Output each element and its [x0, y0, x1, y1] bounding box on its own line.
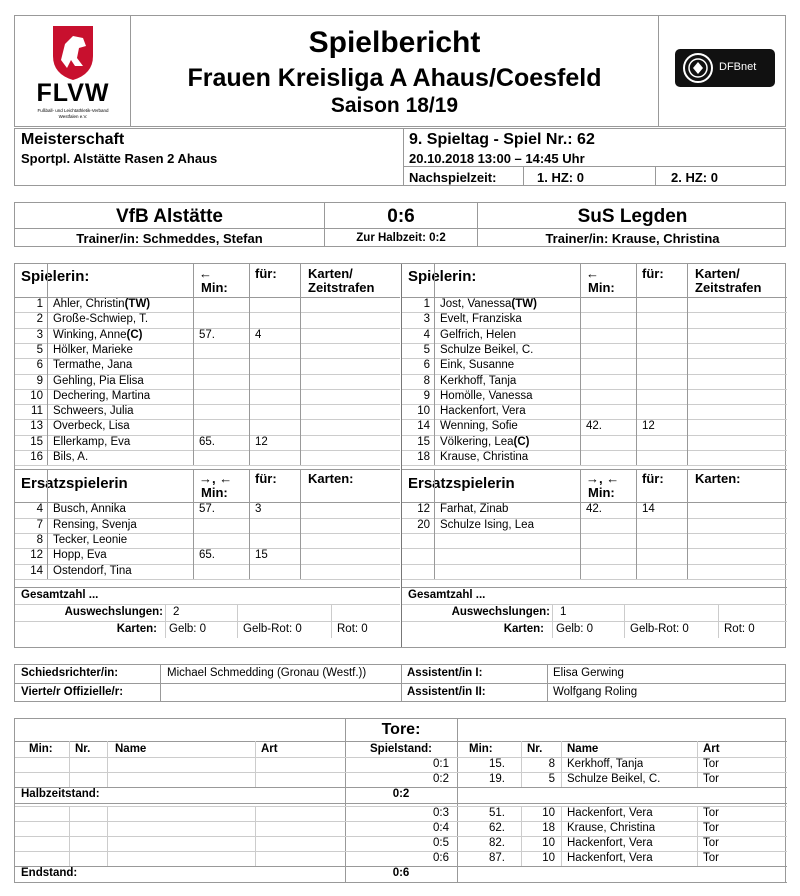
grid-line [255, 741, 256, 757]
sub-minute: 57. [199, 328, 215, 341]
grid-line [697, 821, 698, 836]
sub-min-header: Min: [201, 485, 228, 501]
player-number: 3 [36, 328, 43, 341]
player-name [53, 359, 193, 371]
grid-line [107, 806, 108, 821]
red-cards: Rot: 0 [724, 622, 755, 635]
goal-minute: 15. [489, 758, 505, 770]
grid-line [561, 772, 562, 787]
goal-player-number: 8 [548, 758, 555, 770]
match-info [14, 128, 786, 186]
totals-cards-label: Karten: [116, 622, 157, 635]
sub-minute: 42. [586, 503, 602, 516]
totals-subs-count: 1 [560, 605, 567, 618]
player-name-text: Große-Schwiep, T. [53, 313, 149, 326]
grid-line [402, 469, 787, 470]
referee-label: Schiedsrichter/in: [21, 667, 119, 679]
goals-box [14, 718, 786, 883]
stoppage-half-1: 1. HZ: 0 [537, 170, 584, 185]
league-title: Frauen Kreisliga A Ahaus/Coesfeld [187, 64, 602, 92]
goal-player-name: Hackenfort, Vera [567, 837, 653, 849]
grid-line [580, 469, 581, 579]
player-name [440, 329, 580, 341]
grid-line [561, 821, 562, 836]
player-name-text: Ahler, Christin [53, 298, 125, 310]
grid-line [434, 469, 435, 579]
running-score: 0:6 [433, 852, 449, 865]
halftime-score: 0:2 [392, 788, 410, 801]
sub-name: Busch, Annika [53, 503, 126, 516]
goal-type: Tor [703, 852, 719, 865]
grid-line [15, 579, 400, 580]
sub-name: Rensing, Svenja [53, 518, 137, 531]
player-name [53, 390, 193, 402]
player-name-text: Winking, Anne [53, 328, 127, 341]
player-name [53, 329, 193, 341]
player-name-text: Wenning, Sofie [440, 420, 518, 433]
grid-line [255, 757, 256, 772]
player-number: 4 [423, 328, 430, 341]
goal-minute: 82. [489, 837, 505, 849]
player-name [53, 313, 193, 325]
sub-arrow-label: →, ← [199, 471, 233, 487]
grid-line [193, 264, 194, 465]
sub-cards-header: Karten: [308, 471, 354, 487]
grid-line [697, 772, 698, 787]
sub-name: Ostendorf, Tina [53, 564, 132, 577]
grid-line [69, 851, 70, 866]
flvw-wordmark: FLVW [36, 79, 110, 107]
player-role-tag: (TW) [124, 298, 151, 310]
grid-line [434, 264, 435, 465]
player-name [440, 405, 580, 417]
grid-line [237, 604, 238, 638]
assistant-2-label: Assistent/in II: [407, 686, 486, 698]
grid-line [521, 741, 522, 757]
sub-name: Hopp, Eva [53, 549, 107, 562]
grid-line [15, 741, 787, 742]
running-score: 0:3 [433, 806, 449, 819]
fourth-official-label: Vierte/r Offizielle/r: [21, 686, 124, 698]
player-number: 5 [423, 343, 430, 356]
player-number: 11 [31, 405, 43, 418]
assistant-2-name: Wolfgang Roling [553, 686, 638, 698]
grid-line [697, 741, 698, 757]
sub-cards-header: Karten: [695, 471, 741, 487]
grid-line [402, 465, 787, 466]
goal-type: Tor [703, 773, 719, 786]
player-header: Spielerin: [408, 268, 477, 285]
cards-header-1: Karten/ [308, 266, 353, 281]
player-role-tag: (TW) [511, 298, 537, 310]
grid-line [107, 757, 108, 772]
sub-for-number: 4 [255, 328, 262, 341]
dfbnet-logo [675, 49, 775, 87]
player-number: 8 [423, 374, 430, 387]
grid-line [697, 851, 698, 866]
grid-line [687, 264, 688, 465]
running-score: 0:5 [433, 837, 449, 849]
goal-name-header: Name [567, 743, 599, 755]
yellow-red-cards: Gelb-Rot: 0 [243, 622, 302, 635]
sub-number: 12 [30, 549, 43, 562]
player-name [440, 313, 580, 325]
grid-line [15, 882, 787, 883]
goal-minute: 19. [489, 773, 505, 786]
goal-player-number: 5 [548, 773, 555, 786]
totals-cards-label: Karten: [503, 622, 544, 635]
sub-arrow-label: →, ← [586, 471, 620, 487]
player-number: 6 [423, 359, 430, 372]
yellow-red-cards: Gelb-Rot: 0 [630, 622, 689, 635]
grid-line [193, 469, 194, 579]
dfbnet-wordmark: DFBnet [719, 61, 757, 73]
grid-line [331, 604, 332, 638]
player-name [53, 420, 193, 432]
lineups-box [14, 263, 786, 648]
sub-for-number: 3 [255, 503, 262, 516]
player-role-tag: (C) [513, 435, 530, 448]
goal-player-name: Hackenfort, Vera [567, 852, 653, 865]
grid-line [697, 757, 698, 772]
grid-line [718, 604, 719, 638]
grid-line [255, 806, 256, 821]
player-name-text: Gehling, Pia Elisa [53, 374, 144, 387]
player-number: 2 [36, 313, 43, 326]
player-name [440, 298, 580, 310]
grid-line [561, 806, 562, 821]
grid-line [255, 851, 256, 866]
player-number: 9 [423, 389, 430, 402]
goal-player-name: Schulze Beikel, C. [567, 773, 661, 786]
running-score: 0:4 [433, 821, 449, 834]
dfb-eagle-icon [681, 51, 715, 85]
grid-line [69, 757, 70, 772]
player-name-text: Schweers, Julia [53, 405, 134, 418]
player-header: Spielerin: [21, 268, 90, 285]
running-score: 0:2 [433, 773, 449, 786]
player-number: 1 [36, 298, 43, 310]
player-name-text: Ellerkamp, Eva [53, 435, 131, 448]
sub-for-number: 12 [255, 435, 268, 448]
goal-player-name: Hackenfort, Vera [567, 806, 653, 819]
venue: Sportpl. Alstätte Rasen 2 Ahaus [21, 151, 218, 166]
flvw-subtitle-2: Westfalen e.V. [58, 114, 88, 119]
grid-line [521, 851, 522, 866]
matchday: 9. Spieltag - Spiel Nr.: 62 [409, 131, 595, 148]
player-name [53, 405, 193, 417]
goal-type: Tor [703, 821, 719, 834]
final-label: Endstand: [21, 867, 78, 880]
sub-number: 8 [36, 533, 43, 546]
sub-for-header: für: [642, 471, 664, 487]
goal-player-name: Kerkhoff, Tanja [567, 758, 644, 770]
competition-type: Meisterschaft [21, 131, 125, 148]
grid-line [580, 264, 581, 465]
player-name-text: Homölle, Vanessa [440, 389, 533, 402]
grid-line [402, 548, 787, 549]
player-number: 10 [417, 405, 430, 418]
grid-line [249, 469, 250, 579]
player-number: 13 [30, 420, 43, 433]
grid-line [561, 836, 562, 851]
final-score: 0:6 [392, 867, 410, 880]
grid-line [521, 772, 522, 787]
player-name-text: Overbeck, Lisa [53, 420, 130, 433]
player-number: 1 [423, 298, 430, 310]
grid-line [255, 836, 256, 851]
goal-player-number: 18 [542, 821, 555, 834]
grid-line [107, 821, 108, 836]
grid-line [521, 757, 522, 772]
goal-name-header: Name [115, 743, 147, 755]
away-team: SuS Legden [577, 206, 688, 227]
goal-type-header: Art [703, 743, 720, 755]
player-name-text: Hölker, Marieke [53, 343, 133, 356]
grid-line [402, 564, 787, 565]
player-number: 15 [417, 435, 430, 448]
goal-type-header: Art [261, 743, 278, 755]
report-header [14, 15, 786, 127]
goal-type: Tor [703, 806, 719, 819]
grid-line [255, 772, 256, 787]
min-header: Min: [201, 280, 228, 295]
player-name-text: Hackenfort, Vera [440, 405, 526, 418]
sub-name: Schulze Ising, Lea [440, 518, 534, 531]
grid-line [255, 821, 256, 836]
grid-line [402, 604, 787, 605]
grid-line [636, 469, 637, 579]
goal-type: Tor [703, 758, 719, 770]
totals-subs-label: Auswechslungen: [451, 605, 550, 618]
sub-number: 14 [30, 564, 43, 577]
goal-min-header: Min: [469, 743, 493, 755]
player-name [53, 344, 193, 356]
grid-line [69, 836, 70, 851]
player-name [53, 298, 193, 310]
sub-name: Tecker, Leonie [53, 533, 128, 546]
player-name-text: Evelt, Franziska [440, 313, 522, 326]
player-role-tag: (C) [126, 328, 143, 341]
final-score: 0:6 [387, 206, 415, 227]
page-title: Spielbericht [308, 26, 481, 59]
for-header: für: [642, 266, 664, 281]
grid-line [15, 803, 787, 804]
grid-line [402, 621, 787, 622]
sub-minute: 65. [199, 549, 215, 562]
totals-subs-label: Auswechslungen: [64, 605, 163, 618]
home-coach: Trainer/in: Schmeddes, Stefan [76, 231, 263, 246]
cards-header-2: Zeitstrafen [695, 280, 762, 295]
min-header: Min: [588, 280, 615, 295]
grid-line [561, 757, 562, 772]
grid-line [402, 587, 787, 588]
yellow-cards: Gelb: 0 [169, 622, 207, 635]
player-name-text: Schulze Beikel, C. [440, 343, 534, 356]
goal-minute: 62. [489, 821, 505, 834]
sub-minute: 65. [199, 435, 215, 448]
flvw-subtitle-1: Fußball- und Leichtathletik-Verband [37, 108, 109, 113]
grid-line [165, 604, 166, 638]
player-number: 16 [30, 451, 43, 463]
player-number: 10 [30, 389, 43, 402]
grid-line [697, 836, 698, 851]
grid-line [624, 604, 625, 638]
grid-line [697, 806, 698, 821]
grid-line [107, 851, 108, 866]
sub-header: Ersatzspielerin [408, 475, 515, 493]
officials-box [14, 664, 786, 702]
assistant-1-label: Assistent/in I: [407, 667, 483, 679]
player-number: 18 [417, 451, 430, 463]
sub-for-number: 15 [255, 549, 268, 562]
for-header: für: [255, 266, 277, 281]
player-name-text: Gelfrich, Helen [440, 328, 517, 341]
grid-line [15, 469, 400, 470]
player-number: 5 [36, 343, 43, 356]
grid-line [561, 851, 562, 866]
grid-line [561, 741, 562, 757]
sub-minute: 57. [199, 503, 215, 516]
player-name [53, 375, 193, 387]
player-name-text: Eink, Susanne [440, 359, 515, 372]
goal-player-number: 10 [542, 852, 555, 865]
match-datetime: 20.10.2018 13:00 – 14:45 Uhr [409, 151, 585, 166]
player-name [440, 420, 580, 432]
grid-line [521, 836, 522, 851]
player-name [440, 375, 580, 387]
player-name-text: Termathe, Jana [53, 359, 133, 372]
player-number: 9 [36, 374, 43, 387]
player-name [440, 390, 580, 402]
grid-line [15, 587, 400, 588]
grid-line [69, 772, 70, 787]
goal-player-number: 10 [542, 837, 555, 849]
grid-line [107, 741, 108, 757]
home-team: VfB Alstätte [116, 206, 223, 227]
sub-number: 7 [36, 518, 43, 531]
player-name [53, 436, 193, 448]
cards-header-1: Karten/ [695, 266, 740, 281]
player-name-text: Krause, Christina [440, 451, 529, 463]
goal-min-header: Min: [29, 743, 53, 755]
min-arrow-label: ← [199, 266, 212, 281]
sub-number: 4 [36, 503, 43, 516]
grid-line [69, 806, 70, 821]
player-number: 15 [30, 435, 43, 448]
grid-line [15, 604, 400, 605]
grid-line [636, 264, 637, 465]
player-name-text: Dechering, Martina [53, 389, 151, 402]
player-number: 14 [417, 420, 430, 433]
player-name [53, 451, 193, 463]
sub-for-number: 12 [642, 420, 655, 433]
grid-line [521, 821, 522, 836]
yellow-cards: Gelb: 0 [556, 622, 594, 635]
flvw-crest-icon [23, 22, 123, 84]
player-name-text: Jost, Vanessa [440, 298, 512, 310]
sub-number: 12 [417, 503, 430, 516]
grid-line [47, 264, 48, 465]
goal-player-number: 10 [542, 806, 555, 819]
stoppage-half-2: 2. HZ: 0 [671, 170, 718, 185]
player-name [440, 344, 580, 356]
flvw-logo [23, 22, 123, 122]
goal-player-name: Krause, Christina [567, 821, 656, 834]
halftime-score: Zur Halbzeit: 0:2 [356, 232, 446, 244]
running-score: 0:1 [433, 758, 449, 770]
sub-for-number: 14 [642, 503, 655, 516]
player-number: 6 [36, 359, 43, 372]
grid-line [249, 264, 250, 465]
score-header: Spielstand: [370, 743, 432, 755]
goal-minute: 87. [489, 852, 505, 865]
assistant-1-name: Elisa Gerwing [553, 667, 624, 679]
player-name-text: Völkering, Lea [440, 435, 514, 448]
player-name [440, 359, 580, 371]
goal-nr-header: Nr. [527, 743, 543, 755]
season-title: Saison 18/19 [330, 94, 459, 117]
grid-line [300, 264, 301, 465]
player-name [440, 451, 580, 463]
cards-header-2: Zeitstrafen [308, 280, 375, 295]
goal-nr-header: Nr. [75, 743, 91, 755]
min-arrow-label: ← [586, 266, 599, 281]
player-number: 3 [423, 313, 430, 326]
sub-number: 20 [417, 518, 430, 531]
result-box [14, 202, 786, 247]
grid-line [402, 533, 787, 534]
sub-for-header: für: [255, 471, 277, 487]
player-name-text: Kerkhoff, Tanja [440, 374, 517, 387]
sub-minute: 42. [586, 420, 602, 433]
grid-line [69, 821, 70, 836]
totals-title: Gesamtzahl ... [408, 588, 486, 601]
halftime-label: Halbzeitstand: [21, 788, 100, 801]
grid-line [107, 772, 108, 787]
totals-subs-count: 2 [173, 605, 180, 618]
grid-line [69, 741, 70, 757]
player-name-text: Bils, A. [53, 451, 89, 463]
grid-line [687, 469, 688, 579]
goals-title: Tore: [381, 721, 421, 738]
totals-title: Gesamtzahl ... [21, 588, 99, 601]
grid-line [552, 604, 553, 638]
away-coach: Trainer/in: Krause, Christina [545, 231, 720, 246]
grid-line [300, 469, 301, 579]
stoppage-label: Nachspielzeit: [409, 170, 497, 185]
grid-line [15, 465, 400, 466]
player-name [440, 436, 580, 448]
grid-line [402, 579, 787, 580]
goal-type: Tor [703, 837, 719, 849]
sub-name: Farhat, Zinab [440, 503, 509, 516]
goal-minute: 51. [489, 806, 505, 819]
grid-line [521, 806, 522, 821]
red-cards: Rot: 0 [337, 622, 368, 635]
grid-line [15, 621, 400, 622]
grid-line [107, 836, 108, 851]
grid-line [47, 469, 48, 579]
sub-min-header: Min: [588, 485, 615, 501]
referee-name: Michael Schmedding (Gronau (Westf.)) [167, 667, 367, 679]
sub-header: Ersatzspielerin [21, 475, 128, 493]
